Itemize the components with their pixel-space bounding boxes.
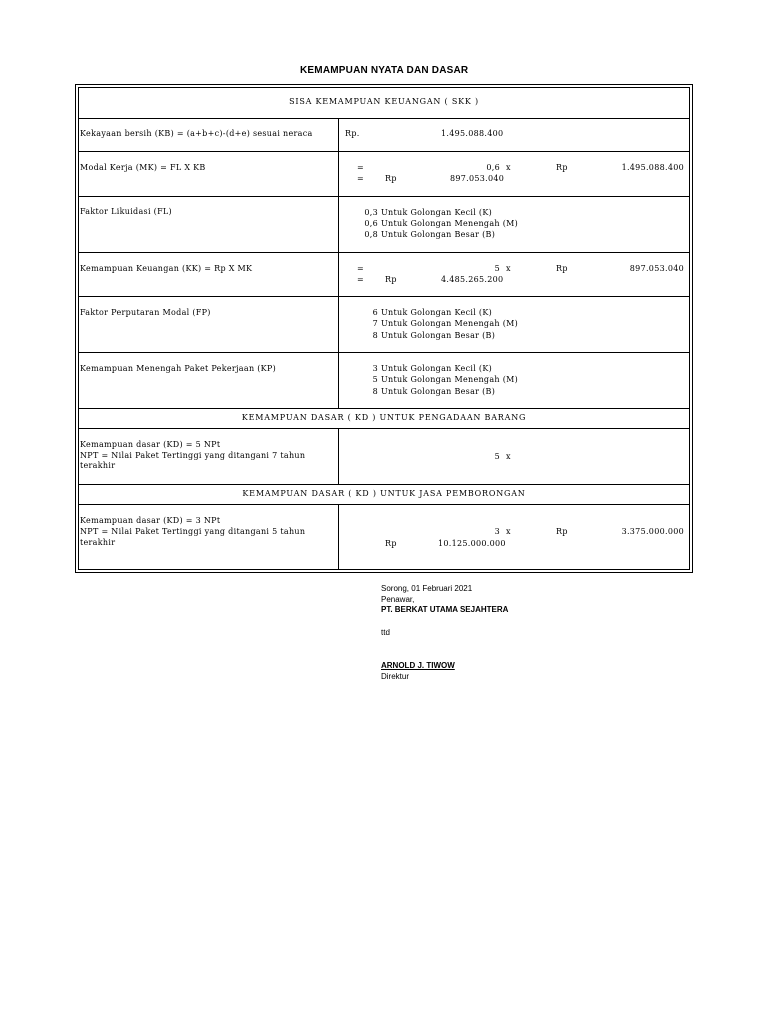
kd-barang-formula: Kemampuan dasar (KD) = 5 NPt	[80, 440, 221, 449]
column-divider	[338, 428, 339, 484]
row-divider	[78, 151, 690, 152]
kk-equals: =	[357, 264, 365, 273]
kd-jasa-result: 10.125.000.000	[438, 539, 506, 548]
kk-result: 4.485.265.200	[441, 275, 504, 284]
mk-factor: 0,6	[486, 163, 500, 172]
fl-text: Untuk Golongan Menengah (M)	[381, 219, 519, 228]
kd-jasa-formula: Kemampuan dasar (KD) = 3 NPt	[80, 516, 221, 525]
row-divider	[78, 196, 690, 197]
kd-barang-factor: 5	[494, 452, 500, 461]
kp-text: Untuk Golongan Besar (B)	[381, 387, 496, 396]
mk-equals: =	[357, 163, 365, 172]
kd-jasa-npt-definition-cont: terakhir	[80, 538, 116, 547]
row-divider	[78, 118, 690, 119]
kd-barang-section-header: KEMAMPUAN DASAR ( KD ) UNTUK PENGADAAN BARANG	[241, 413, 527, 422]
kp-label: Kemampuan Menengah Paket Pekerjaan (KP)	[80, 364, 277, 373]
fp-label: Faktor Perputaran Modal (FP)	[80, 308, 211, 317]
skk-section-header: SISA KEMAMPUAN KEUANGAN ( SKK )	[289, 97, 479, 106]
fp-num: 8	[372, 331, 378, 340]
fl-text: Untuk Golongan Besar (B)	[381, 230, 496, 239]
fl-num: 0,8	[364, 230, 378, 239]
signature-role: Penawar,	[381, 595, 415, 604]
mk-currency: Rp	[556, 163, 568, 172]
row-divider	[78, 296, 690, 297]
kd-barang-npt-definition: NPT = Nilai Paket Tertinggi yang ditangani 7 tahun	[80, 451, 306, 460]
fl-text: Untuk Golongan Kecil (K)	[381, 208, 493, 217]
mk-result: 897.053.040	[450, 174, 505, 183]
row-divider	[78, 484, 690, 485]
mk-label: Modal Kerja (MK) = FL X KB	[80, 163, 206, 172]
kd-jasa-currency: Rp	[556, 527, 568, 536]
column-divider	[338, 118, 339, 408]
mk-equals: =	[357, 174, 365, 183]
signature-position: Direktur	[381, 672, 410, 681]
kk-equals: =	[357, 275, 365, 284]
kd-jasa-npt-definition: NPT = Nilai Paket Tertinggi yang ditangani 5 tahun	[80, 527, 306, 536]
mk-result-currency: Rp	[385, 174, 397, 183]
fl-num: 0,3	[364, 208, 378, 217]
kp-num: 5	[372, 375, 378, 384]
signature-place-date: Sorong, 01 Februari 2021	[381, 584, 473, 593]
page-title: KEMAMPUAN NYATA DAN DASAR	[300, 65, 469, 76]
kk-result-currency: Rp	[385, 275, 397, 284]
row-divider	[78, 408, 690, 409]
fp-num: 6	[372, 308, 378, 317]
kk-currency: Rp	[556, 264, 568, 273]
fl-num: 0,6	[364, 219, 378, 228]
kd-jasa-section-header: KEMAMPUAN DASAR ( KD ) UNTUK JASA PEMBORONGAN	[242, 489, 526, 498]
kk-times: x	[506, 264, 511, 273]
kd-jasa-times: x	[506, 527, 511, 536]
row-divider	[78, 504, 690, 505]
fp-text: Untuk Golongan Kecil (K)	[381, 308, 493, 317]
kk-mk-value: 897.053.040	[629, 264, 684, 273]
kk-label: Kemampuan Keuangan (KK) = Rp X MK	[80, 264, 253, 273]
fp-num: 7	[372, 319, 378, 328]
kb-label: Kekayaan bersih (KB) = (a+b+c)-(d+e) sesuai neraca	[80, 129, 313, 138]
fp-text: Untuk Golongan Besar (B)	[381, 331, 496, 340]
kd-jasa-factor: 3	[494, 527, 500, 536]
mk-kb-value: 1.495.088.400	[621, 163, 684, 172]
kp-num: 8	[372, 387, 378, 396]
kd-barang-times: x	[506, 452, 511, 461]
signature-company: PT. BERKAT UTAMA SEJAHTERA	[381, 605, 509, 614]
kb-currency: Rp.	[345, 129, 360, 138]
kp-text: Untuk Golongan Kecil (K)	[381, 364, 493, 373]
kd-jasa-result-currency: Rp	[385, 539, 397, 548]
kb-value: 1.495.088.400	[441, 129, 504, 138]
row-divider	[78, 252, 690, 253]
column-divider	[338, 504, 339, 570]
kp-text: Untuk Golongan Menengah (M)	[381, 375, 519, 384]
kd-barang-npt-definition-cont: terakhir	[80, 461, 116, 470]
mk-times: x	[506, 163, 511, 172]
kk-factor: 5	[494, 264, 500, 273]
signature-ttd: ttd	[381, 628, 390, 637]
kd-jasa-npt-value: 3.375.000.000	[621, 527, 684, 536]
signature-name: ARNOLD J. TIWOW	[381, 661, 455, 670]
fl-label: Faktor Likuidasi (FL)	[80, 207, 172, 216]
kp-num: 3	[372, 364, 378, 373]
row-divider	[78, 352, 690, 353]
fp-text: Untuk Golongan Menengah (M)	[381, 319, 519, 328]
row-divider	[78, 428, 690, 429]
